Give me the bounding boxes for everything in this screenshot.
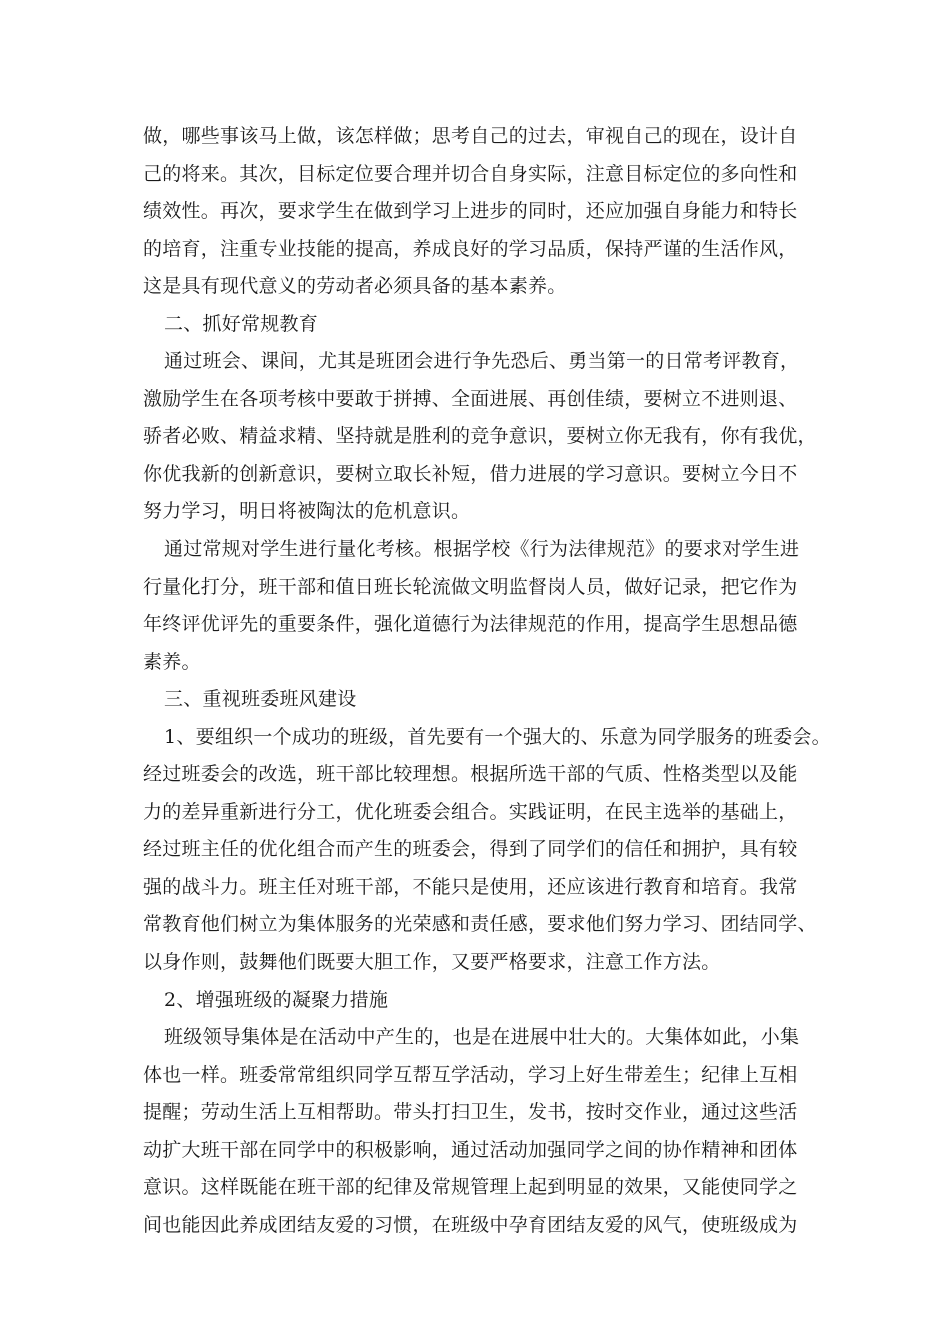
text-line: 体也一样。班委常常组织同学互帮互学活动，学习上好生带差生；纪律上互相 (143, 1063, 798, 1086)
text-line: 素养。 (143, 650, 201, 673)
section-heading: 三、重视班委班风建设 (164, 688, 357, 711)
text-line: 行量化打分，班干部和值日班长轮流做文明监督岗人员，做好记录，把它作为 (143, 575, 798, 598)
text-line: 努力学习，明日将被陶汰的危机意识。 (143, 500, 471, 523)
text-line: 间也能因此养成团结友爱的习惯，在班级中孕育团结友爱的风气，使班级成为 (143, 1213, 798, 1236)
paragraph-first-line: 通过班会、课间，尤其是班团会进行争先恐后、勇当第一的日常考评教育， (164, 350, 800, 373)
text-line: 动扩大班干部在同学中的积极影响，通过活动加强同学之间的协作精神和团体 (143, 1138, 798, 1161)
section-heading: 二、抓好常规教育 (164, 312, 319, 335)
text-line: 年终评优评先的重要条件，强化道德行为法律规范的作用，提高学生思想品德 (143, 613, 798, 636)
document-page (143, 118, 831, 1244)
text-line: 骄者必败、精益求精、坚持就是胜利的竞争意识，要树立你无我有，你有我优， (143, 425, 817, 448)
text-line: 的培育，注重专业技能的提高，养成良好的学习品质，保持严谨的生活作风， (143, 237, 798, 260)
paragraph-first-line: 1、要组织一个成功的班级，首先要有一个强大的、乐意为同学服务的班委会。 (164, 725, 831, 748)
text-line: 力的差异重新进行分工，优化班委会组合。实践证明，在民主选举的基础上， (143, 800, 798, 823)
paragraph-first-line: 班级领导集体是在活动中产生的，也是在进展中壮大的。大集体如此，小集 (164, 1026, 800, 1049)
text-line: 己的将来。其次，目标定位要合理并切合自身实际，注意目标定位的多向性和 (143, 162, 798, 185)
paragraph-first-line: 通过常规对学生进行量化考核。根据学校《行为法律规范》的要求对学生进 (164, 538, 800, 561)
text-line: 经过班主任的优化组合而产生的班委会，得到了同学们的信任和拥护，具有较 (143, 838, 798, 861)
text-line: 以身作则，鼓舞他们既要大胆工作，又要严格要求，注意工作方法。 (143, 951, 721, 974)
text-line: 绩效性。再次，要求学生在做到学习上进步的同时，还应加强自身能力和特长 (143, 200, 798, 223)
subsection-heading: 2、增强班级的凝聚力措施 (164, 988, 389, 1011)
text-line: 常教育他们树立为集体服务的光荣感和责任感，要求他们努力学习、团结同学、 (143, 913, 817, 936)
text-line: 激励学生在各项考核中要敢于拼搏、全面进展、再创佳绩，要树立不进则退、 (143, 387, 798, 410)
text-line: 这是具有现代意义的劳动者必须具备的基本素养。 (143, 275, 567, 298)
text-line: 提醒；劳动生活上互相帮助。带头打扫卫生，发书，按时交作业，通过这些活 (143, 1101, 798, 1124)
text-line: 经过班委会的改选，班干部比较理想。根据所选干部的气质、性格类型以及能 (143, 763, 798, 786)
text-line: 强的战斗力。班主任对班干部，不能只是使用，还应该进行教育和培育。我常 (143, 875, 798, 898)
text-line: 你优我新的创新意识，要树立取长补短，借力进展的学习意识。要树立今日不 (143, 462, 798, 485)
text-line: 做，哪些事该马上做，该怎样做；思考自己的过去，审视自己的现在，设计自 (143, 125, 798, 147)
text-line: 意识。这样既能在班干部的纪律及常规管理上起到明显的效果，又能使同学之 (143, 1176, 798, 1199)
